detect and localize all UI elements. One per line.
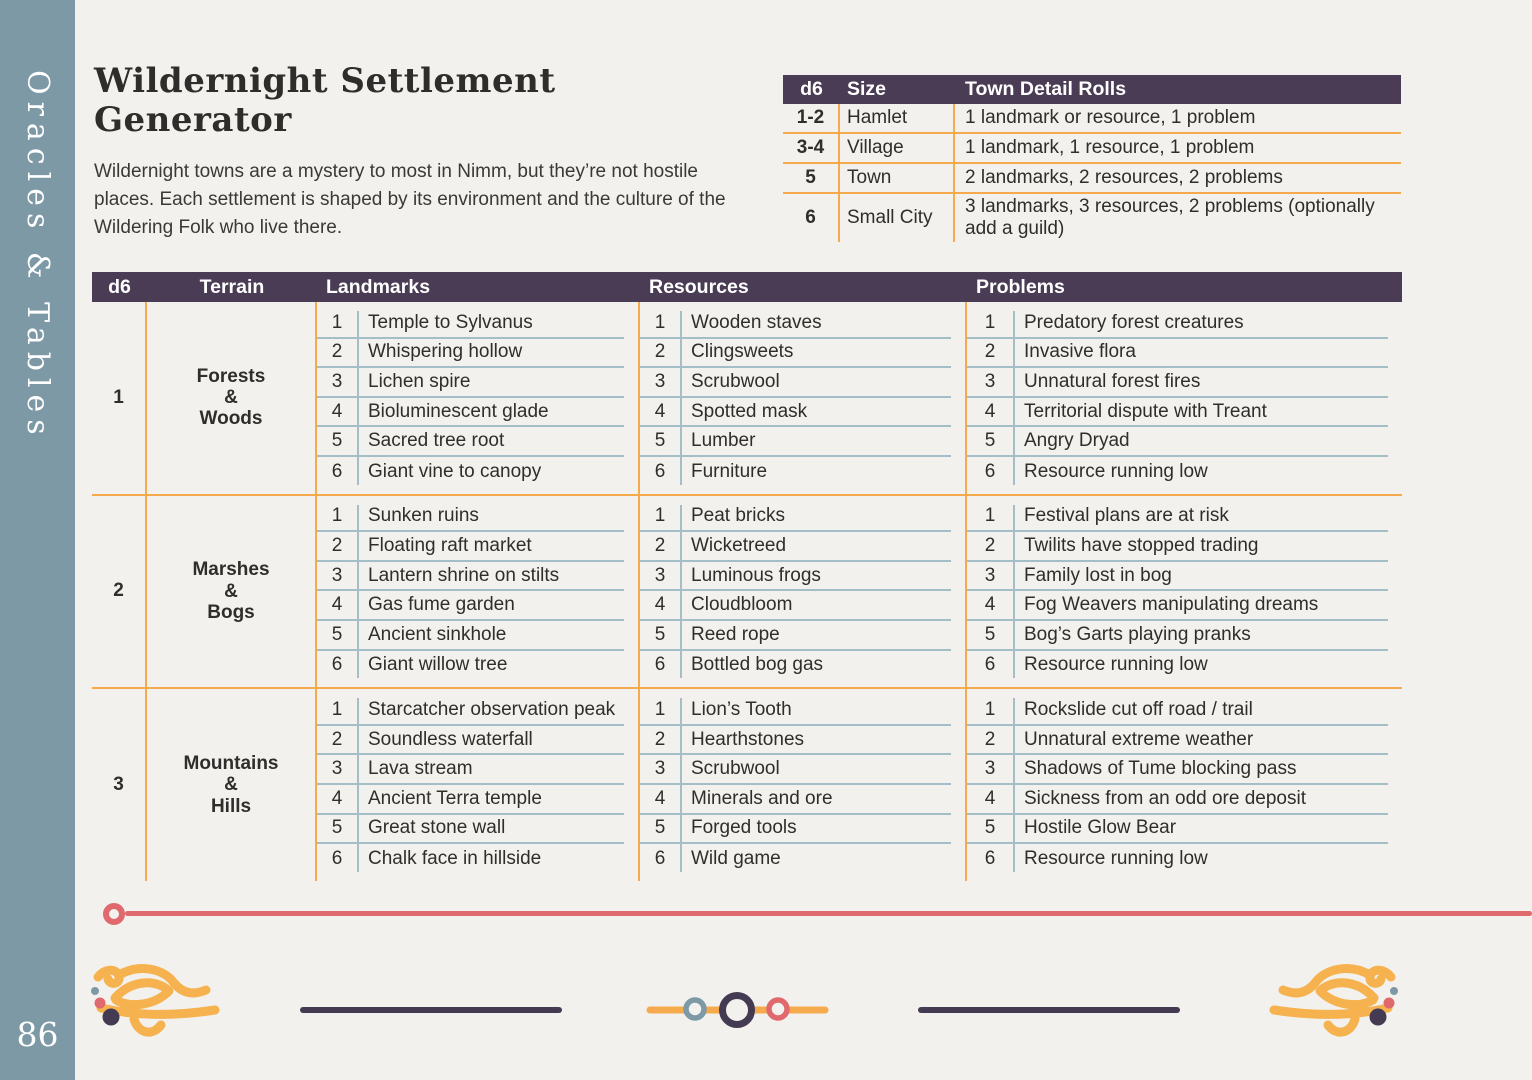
resource-row (640, 726, 951, 756)
roll-number: 5 (984, 623, 996, 645)
problem-row (967, 368, 1388, 398)
roll-number: 6 (654, 847, 666, 869)
roll-number: 2 (331, 534, 343, 556)
roll-number: 3 (984, 564, 996, 586)
resource-text: Bottled bog gas (691, 654, 824, 676)
terrain-table-header-problems: Problems (976, 275, 1065, 298)
terrain-name (147, 496, 317, 688)
roll-number: 4 (984, 400, 996, 422)
intro-paragraph: Wildernight towns are a mystery to most in Nimm, but they’re not hostile places. Each settlement is shaped by its environment and the culture of the Wildering Folk who live there. (94, 161, 726, 239)
terrain-table-header-landmarks: Landmarks (326, 275, 431, 298)
roll-number: 2 (331, 728, 343, 750)
resource-text: Forged tools (691, 817, 797, 839)
landmark-text: Floating raft market (368, 534, 532, 556)
terrain-table-header-row (92, 272, 1402, 302)
size-details: 2 landmarks, 2 resources, 2 problems (965, 167, 1283, 188)
roll-number: 1 (984, 505, 996, 527)
roll-number: 4 (654, 594, 666, 616)
problem-text: Resource running low (1024, 847, 1208, 869)
problem-text: Fog Weavers manipulating dreams (1024, 594, 1319, 616)
footer-rule-right (918, 1007, 1180, 1013)
problems-list (967, 309, 1388, 487)
landmark-text: Chalk face in hillside (368, 847, 542, 869)
resource-row (640, 398, 951, 428)
resource-text: Scrubwool (691, 370, 780, 392)
problem-text: Resource running low (1024, 654, 1208, 676)
problems-cell (967, 496, 1402, 688)
landmark-row (317, 457, 624, 487)
problem-text: Family lost in bog (1024, 564, 1172, 586)
roll-number: 2 (984, 728, 996, 750)
divider-ring-icon (103, 903, 125, 925)
terrain-name-line: & (224, 387, 238, 409)
terrain-name-line: Mountains (183, 753, 279, 774)
landmarks-list (317, 309, 624, 487)
resource-text: Peat bricks (691, 505, 785, 527)
terrain-roll-value: 2 (92, 496, 147, 688)
chapter-tab-label: Oracles & Tables (20, 70, 55, 442)
landmark-row (317, 398, 624, 428)
resource-text: Wooden staves (691, 311, 822, 333)
size-roll-value: 3-4 (783, 134, 840, 162)
size-name: Small City (840, 194, 955, 242)
problem-row (967, 427, 1388, 457)
problem-text: Shadows of Tume blocking pass (1024, 758, 1297, 780)
terrain-table-header-d6: d6 (108, 275, 131, 298)
terrain-group (92, 302, 1402, 496)
resource-text: Lion’s Tooth (691, 698, 792, 720)
terrain-name-line: Bogs (207, 601, 255, 623)
problems-list (967, 503, 1388, 681)
roll-number: 1 (331, 505, 343, 527)
problem-text: Rockslide cut off road / trail (1024, 698, 1253, 720)
resource-row (640, 621, 951, 651)
roll-number: 5 (654, 817, 666, 839)
problem-text: Hostile Glow Bear (1024, 817, 1177, 839)
resources-cell (640, 496, 967, 688)
landmarks-list (317, 696, 624, 874)
landmark-text: Great stone wall (368, 817, 506, 839)
problem-row (967, 309, 1388, 339)
size-table-header-d6: d6 (800, 78, 823, 100)
problem-row (967, 339, 1388, 369)
terrain-roll-value: 3 (92, 689, 147, 881)
roll-number: 6 (654, 460, 666, 482)
roll-number: 6 (331, 460, 343, 482)
landmark-row (317, 726, 624, 756)
problem-row (967, 815, 1388, 845)
resource-text: Minerals and ore (691, 787, 833, 809)
problems-cell (967, 689, 1402, 881)
landmark-text: Lava stream (368, 758, 473, 780)
size-details: 1 landmark, 1 resource, 1 problem (965, 137, 1255, 158)
terrain-name (147, 689, 317, 881)
problem-row (967, 726, 1388, 756)
roll-number: 1 (984, 311, 996, 333)
roll-number: 6 (984, 654, 996, 676)
resource-row (640, 339, 951, 369)
landmark-row (317, 339, 624, 369)
roll-number: 4 (984, 787, 996, 809)
landmark-row (317, 651, 624, 681)
divider-line (125, 911, 1532, 916)
landmark-text: Soundless waterfall (368, 728, 533, 750)
size-table-row (783, 194, 1401, 242)
settlement-size-table (783, 75, 1401, 242)
size-name: Village (840, 134, 955, 162)
roll-number: 5 (984, 817, 996, 839)
roll-number: 2 (984, 341, 996, 363)
page-number: 86 (16, 1015, 59, 1054)
landmark-text: Whispering hollow (368, 341, 523, 363)
resources-list (640, 503, 951, 681)
size-table-header-row (783, 75, 1401, 104)
roll-number: 3 (654, 564, 666, 586)
size-roll-value: 1-2 (783, 104, 840, 132)
terrain-table (92, 272, 1402, 881)
footer-rings-icon (645, 988, 830, 1032)
landmark-row (317, 591, 624, 621)
problem-row (967, 651, 1388, 681)
roll-number: 5 (331, 623, 343, 645)
resource-row (640, 844, 951, 874)
problems-list (967, 696, 1388, 874)
roll-number: 2 (654, 341, 666, 363)
roll-number: 3 (331, 370, 343, 392)
resources-cell (640, 689, 967, 881)
resource-row (640, 755, 951, 785)
landmark-text: Ancient Terra temple (368, 787, 542, 809)
resource-text: Cloudbloom (691, 594, 793, 616)
roll-number: 3 (331, 564, 343, 586)
roll-number: 5 (331, 430, 343, 452)
terrain-table-header-resources: Resources (649, 275, 749, 298)
problem-text: Unnatural extreme weather (1024, 728, 1254, 750)
terrain-name-line: & (224, 580, 238, 602)
roll-number: 3 (331, 758, 343, 780)
roll-number: 1 (654, 311, 666, 333)
landmark-text: Sacred tree root (368, 430, 505, 452)
roll-number: 2 (654, 534, 666, 556)
landmark-row (317, 621, 624, 651)
landmark-text: Giant willow tree (368, 654, 508, 676)
resource-text: Lumber (691, 430, 756, 452)
resource-text: Wild game (691, 847, 781, 869)
terrain-name-line: Hills (210, 795, 252, 817)
roll-number: 4 (654, 400, 666, 422)
roll-number: 3 (654, 758, 666, 780)
resource-row (640, 562, 951, 592)
resource-text: Luminous frogs (691, 564, 821, 586)
roll-number: 5 (654, 623, 666, 645)
size-table-header-size: Size (847, 78, 887, 100)
resource-text: Spotted mask (691, 400, 808, 422)
problem-row (967, 755, 1388, 785)
leaf-flourish-right-icon (1266, 961, 1401, 1046)
terrain-name-line: Marshes (192, 559, 270, 581)
landmark-text: Temple to Sylvanus (368, 311, 533, 333)
resource-row (640, 696, 951, 726)
roll-number: 1 (654, 505, 666, 527)
resource-row (640, 309, 951, 339)
landmark-row (317, 309, 624, 339)
landmark-row (317, 696, 624, 726)
problem-row (967, 785, 1388, 815)
roll-number: 6 (654, 654, 666, 676)
problem-text: Resource running low (1024, 460, 1208, 482)
footer-ornaments (0, 955, 1532, 1065)
landmark-text: Gas fume garden (368, 594, 515, 616)
landmark-row (317, 562, 624, 592)
landmark-row (317, 427, 624, 457)
terrain-group (92, 689, 1402, 881)
problem-text: Angry Dryad (1024, 430, 1130, 452)
roll-number: 6 (331, 654, 343, 676)
resource-text: Wicketreed (691, 534, 787, 556)
landmark-text: Sunken ruins (368, 505, 479, 527)
landmark-text: Lantern shrine on stilts (368, 564, 560, 586)
size-name: Hamlet (840, 104, 955, 132)
roll-number: 4 (654, 787, 666, 809)
size-details: 3 landmarks, 3 resources, 2 problems (optionally add a guild) (965, 196, 1375, 239)
roll-number: 6 (331, 847, 343, 869)
size-name: Town (840, 164, 955, 192)
terrain-name-line: Woods (199, 408, 263, 430)
terrain-name-line: Forests (196, 365, 266, 387)
resource-row (640, 532, 951, 562)
problem-row (967, 532, 1388, 562)
landmark-text: Starcatcher observation peak (368, 698, 616, 720)
size-table-row (783, 104, 1401, 134)
roll-number: 5 (654, 430, 666, 452)
roll-number: 3 (984, 758, 996, 780)
page-title: Wildernight Settlement Generator (94, 61, 556, 141)
roll-number: 6 (984, 460, 996, 482)
roll-number: 1 (331, 698, 343, 720)
landmark-row (317, 785, 624, 815)
problem-row (967, 621, 1388, 651)
roll-number: 4 (331, 400, 343, 422)
resources-cell (640, 302, 967, 494)
size-roll-value: 6 (783, 194, 840, 242)
section-divider (103, 911, 1532, 917)
landmarks-cell (317, 302, 640, 494)
resource-text: Scrubwool (691, 758, 780, 780)
terrain-table-header-terrain: Terrain (199, 275, 265, 298)
landmarks-cell (317, 689, 640, 881)
terrain-name (147, 302, 317, 494)
problem-text: Territorial dispute with Treant (1024, 400, 1267, 422)
terrain-group (92, 496, 1402, 690)
chapter-sidebar (0, 0, 75, 1080)
size-details: 1 landmark or resource, 1 problem (965, 107, 1256, 128)
problems-cell (967, 302, 1402, 494)
problem-text: Twilits have stopped trading (1024, 534, 1259, 556)
resource-row (640, 785, 951, 815)
size-table-body (783, 104, 1401, 242)
resource-row (640, 591, 951, 621)
problem-text: Predatory forest creatures (1024, 311, 1244, 333)
roll-number: 4 (984, 594, 996, 616)
problem-text: Festival plans are at risk (1024, 505, 1229, 527)
resource-row (640, 457, 951, 487)
roll-number: 2 (331, 341, 343, 363)
problem-row (967, 457, 1388, 487)
size-table-header-details: Town Detail Rolls (965, 78, 1127, 100)
terrain-roll-value: 1 (92, 302, 147, 494)
problem-text: Bog’s Garts playing pranks (1024, 623, 1251, 645)
landmark-row (317, 755, 624, 785)
resource-text: Clingsweets (691, 341, 794, 363)
size-table-row (783, 134, 1401, 164)
problem-row (967, 562, 1388, 592)
roll-number: 3 (654, 370, 666, 392)
roll-number: 1 (331, 311, 343, 333)
roll-number: 2 (654, 728, 666, 750)
roll-number: 5 (984, 430, 996, 452)
resources-list (640, 696, 951, 874)
landmark-row (317, 503, 624, 533)
landmark-text: Bioluminescent glade (368, 400, 549, 422)
problem-row (967, 696, 1388, 726)
roll-number: 1 (984, 698, 996, 720)
footer-rule-left (300, 1007, 562, 1013)
resource-row (640, 368, 951, 398)
resources-list (640, 309, 951, 487)
roll-number: 5 (331, 817, 343, 839)
resource-row (640, 651, 951, 681)
roll-number: 2 (984, 534, 996, 556)
roll-number: 1 (654, 698, 666, 720)
problem-row (967, 398, 1388, 428)
resource-row (640, 503, 951, 533)
landmark-text: Lichen spire (368, 370, 471, 392)
resource-row (640, 427, 951, 457)
landmark-row (317, 368, 624, 398)
size-roll-value: 5 (783, 164, 840, 192)
problem-row (967, 591, 1388, 621)
roll-number: 4 (331, 787, 343, 809)
terrain-name-line: & (224, 774, 238, 796)
leaf-flourish-left-icon (88, 961, 223, 1046)
problem-row (967, 844, 1388, 874)
landmarks-list (317, 503, 624, 681)
roll-number: 6 (984, 847, 996, 869)
landmark-text: Ancient sinkhole (368, 623, 507, 645)
problem-row (967, 503, 1388, 533)
landmark-row (317, 844, 624, 874)
roll-number: 4 (331, 594, 343, 616)
roll-number: 3 (984, 370, 996, 392)
size-table-row (783, 164, 1401, 194)
landmark-row (317, 532, 624, 562)
landmark-text: Giant vine to canopy (368, 460, 542, 482)
resource-text: Reed rope (691, 623, 780, 645)
resource-text: Hearthstones (691, 728, 805, 750)
problem-text: Sickness from an odd ore deposit (1024, 787, 1306, 809)
landmarks-cell (317, 496, 640, 688)
landmark-row (317, 815, 624, 845)
resource-row (640, 815, 951, 845)
problem-text: Unnatural forest fires (1024, 370, 1201, 392)
resource-text: Furniture (691, 460, 768, 482)
terrain-table-body (92, 302, 1402, 881)
problem-text: Invasive flora (1024, 341, 1136, 363)
